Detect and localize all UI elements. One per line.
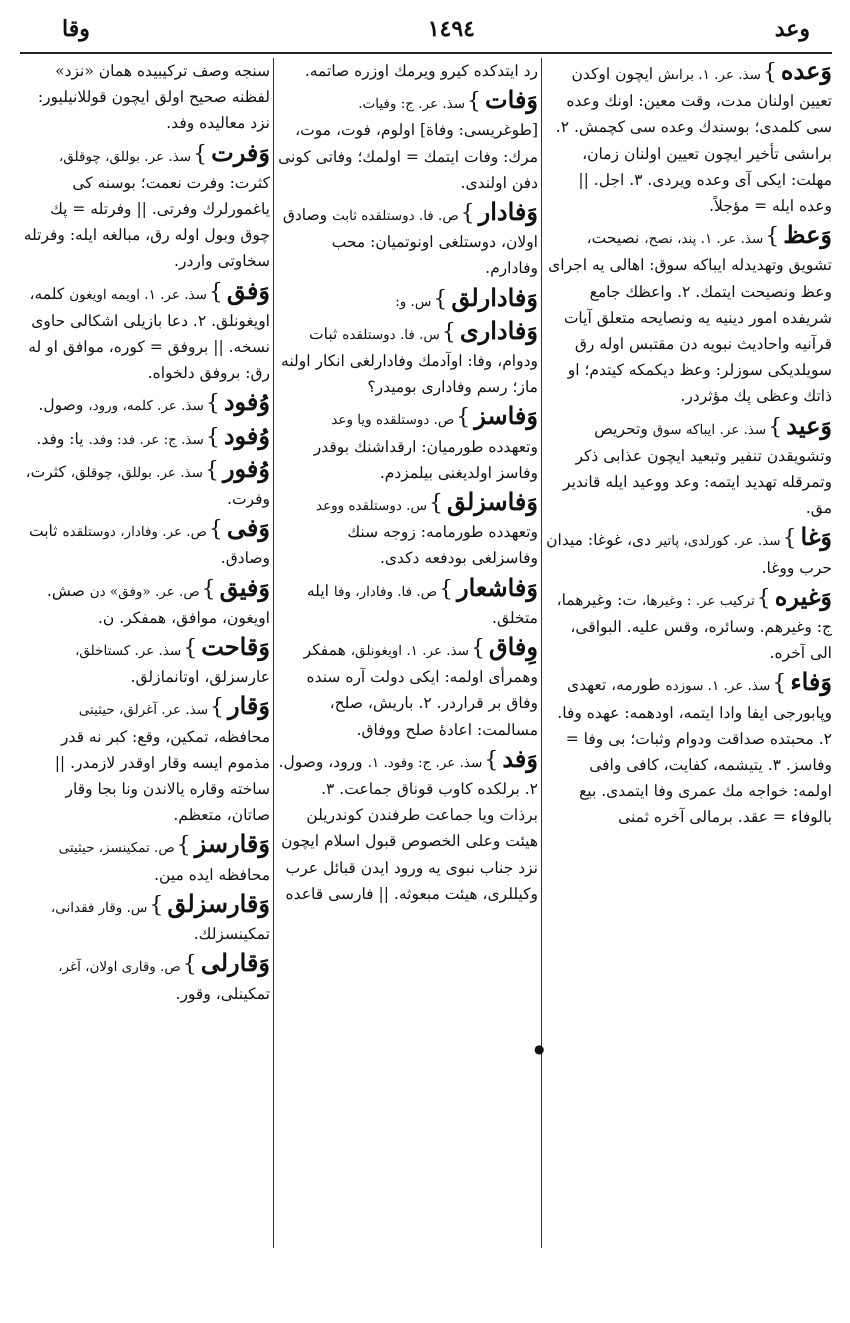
entry-headword: وَغا [800, 522, 832, 552]
entry-grammar: سذ. عر. ١. سوزده [665, 678, 771, 695]
header-rule [20, 52, 832, 54]
entry-headword: وَفاسز [474, 401, 538, 431]
entry-definition: محافظه ايده مين. [154, 865, 270, 884]
entry-grammar: سذ. عر. كلمه، ورود، [88, 398, 204, 415]
entry-headword: وَقارسز [194, 829, 270, 859]
entry-headword: وَفات [485, 85, 538, 115]
entry-definition: رد ايتدكده كيرو ويرمك اوزره صاتمه. [304, 62, 538, 80]
entry-headword: وُفود [223, 387, 270, 417]
entry-definition: [طوغريسى: وفاة] اولوم، فوت، موت، مرك: وفات ايتمك = اولمك؛ وفاتى كونى دفن اولندى. [278, 121, 538, 192]
entry-grammar: س. وقار فقدانى، [50, 899, 148, 916]
entry-grammar: تركيب عر. : وغيرها، [641, 592, 755, 609]
entry-headword: وَعظ [783, 220, 832, 250]
entry-headword: وَقار [228, 691, 270, 721]
dictionary-entry [20, 58, 270, 137]
entry-grammar: سذ. عر. ١. براىش [658, 67, 761, 83]
dictionary-entry [20, 634, 270, 690]
entry-grammar: سذ. عر. ١. اويغونلق، [350, 643, 469, 660]
entry-grammar: سذ. عر. آغرلق، حيثيتى [78, 702, 209, 719]
entry-definition: وتحريص وتشويقدن تنفير وتبعيد ايچون عذابى ذكر وتمرقله تهديد ايتمه: وعد ووعيد ايله قاندير مق. [563, 419, 832, 518]
header-left-guide-word: وقا [62, 16, 90, 42]
brace-mark: } [193, 141, 208, 167]
entry-grammar: سذ. عر. ايباكه سوق [652, 421, 767, 438]
brace-mark: } [205, 391, 220, 417]
entry-headword: وَقارسزلق [167, 888, 270, 918]
brace-mark: } [208, 517, 223, 543]
entry-definition: محافظه، تمكين، وقع: كبر نه قدر مذموم ايسه وقار اوقدر لازمدر. || ساخته وقاره يالاندن ونا بجا وقار صاتان، متعظم. [54, 727, 270, 825]
entry-grammar: ص. عر. «وفق» دن [89, 583, 200, 600]
entry-definition: وتعهدده طورمامه: زوجه سنك وفاسزلغى بودفعه دكدى. [347, 523, 538, 568]
entry-definition: وتعهدده طورميان: ارقداشنك بوقدر وفاسز اولديغنى بيلمزدم. [313, 437, 538, 482]
entry-grammar: ص. عر. وفادار، دوستلقده [62, 524, 207, 541]
entry-definition: سنجه وصف تركيبيده همان «نزد» لفظنه صحيح اولق ايچون قوللانيليور: نزد معاليده وفد. [37, 62, 270, 133]
brace-mark: } [428, 491, 443, 517]
entry-grammar: ص. تمكينسز، حيثيتى [58, 840, 175, 857]
entry-grammar: سذ. عر. بوللق، چوقلق، [70, 464, 203, 481]
entry-headword: وَعيد [786, 410, 832, 440]
entry-headword: وَفاشعار [457, 572, 538, 602]
entry-definition: ايله متخلق. [306, 581, 538, 627]
dictionary-entry [546, 58, 832, 219]
entry-grammar: س. و: [395, 293, 432, 310]
dictionary-entry [20, 137, 270, 275]
brace-mark: } [208, 279, 223, 305]
entry-headword: وَقاحت [201, 632, 270, 662]
dictionary-entry [20, 831, 270, 887]
entry-definition: وصادق اولان، دوستلغى اونوتميان: محب وفادارم. [282, 206, 538, 278]
entry-definition: نصيحت، تشويق وتهديدله ايباكه سوق: اهالى يه اجراى وعظ ونصيحت ايتمك. ٢. واعظك جامع شريفده امور دينيه يه ونصايحه متعلق آيات قرآنيه واحاديث نبويه دن مقتبس اوله رق سويلديكى سوزلر: وعظ ديكمكه كيتدم؛ او ذاتك وعظى پك مؤثردر. [548, 229, 832, 406]
dictionary-entry [20, 950, 270, 1006]
entry-headword: وَغيره [774, 581, 832, 611]
brace-mark: } [460, 201, 475, 227]
entry-headword: وَفيق [219, 572, 270, 602]
dictionary-entry [546, 669, 832, 830]
entry-headword: وِفاق [489, 632, 538, 662]
entry-grammar: ص. وقارى اولان، آغر، [58, 959, 181, 976]
entry-definition: تمكينسزلك. [193, 925, 270, 944]
brace-mark: } [484, 747, 499, 773]
entry-definition: دى، غوغا: ميدان حرب ووغا. [546, 531, 832, 577]
brace-mark: } [467, 89, 482, 115]
column-divider [273, 58, 274, 1248]
dictionary-entry [20, 515, 270, 571]
entry-grammar: ص. فا. وفادار، وفا [333, 583, 438, 600]
entry-grammar: ص. فا. دوستلقده ثابت [332, 208, 459, 225]
entry-headword: وَفق [226, 275, 270, 305]
entry-headword: وَقارلى [200, 948, 270, 978]
brace-mark: } [456, 405, 471, 431]
dictionary-entry [278, 403, 538, 486]
entry-headword: وُفود [223, 420, 270, 450]
dictionary-entry [20, 389, 270, 419]
entry-definition: كلمه، اويغونلق. ٢. دعا بازيلى اشكالى حاوى نسخه. || بروفق = كوره، موافق او له رق: بروفق دلخواه. [28, 284, 270, 383]
brace-mark: } [204, 457, 219, 483]
dictionary-entry [278, 743, 538, 907]
entry-headword: وَفاء [790, 667, 832, 697]
dictionary-entry [278, 572, 538, 631]
entry-headword: وَفد [502, 743, 538, 773]
entry-headword: وَفادارى [459, 315, 538, 345]
entry-grammar: سذ. عر. ج: وفيات. [358, 96, 466, 113]
entry-definition: ثبات ودوام، وفا: اوآدمك وفادارلغى انكار اولنه ماز؛ رسم وفادارى بوميدر؟ [281, 324, 538, 397]
dictionary-entry [278, 489, 538, 572]
brace-mark: } [768, 414, 783, 440]
dictionary-entry [546, 581, 832, 667]
dictionary-entry [278, 282, 538, 315]
entry-grammar: سذ. عر. ١. اويمه اويغون [69, 286, 207, 303]
brace-mark: } [441, 319, 456, 345]
brace-mark: } [756, 585, 771, 611]
entry-definition: همفكر وهمرأى اولمه: ايكى دولت آره سنده وفاق بر قراردر. ٢. باريش، صلح، مسالمت: اعادهٔ صلح ووفاق. [303, 641, 538, 739]
brace-mark: } [149, 892, 164, 918]
entry-grammar: سذ. ج: عر. فد: وفد. [88, 431, 204, 448]
entry-headword: وَعده [780, 56, 832, 85]
brace-mark: } [182, 952, 197, 978]
brace-mark: } [210, 695, 225, 721]
dictionary-entry [278, 87, 538, 196]
page-header [40, 16, 820, 50]
entry-grammar: سذ. عر. كورلدى، پاتير [655, 533, 781, 550]
dictionary-entry [546, 222, 832, 409]
entry-grammar: سذ. عر. ١. پند، نصح، [644, 231, 764, 248]
dictionary-entry [278, 634, 538, 743]
header-right-guide-word: وعد [774, 16, 810, 42]
brace-mark: } [762, 60, 777, 85]
entry-headword: وَفرت [211, 137, 270, 167]
entry-definition: صش. اويغون، موافق، همفكر. ن. [46, 581, 270, 627]
entry-grammar: ص. دوستلقده ويا وعد [331, 412, 455, 429]
entry-definition: ايچون اوكدن تعيين اولنان مدت، وقت معين: اونك وعده سى كلمدى؛ بوسندك وعده سى كچمش. ٢. براىشى تأخير ايچون تعيين اولنان زمان، مهلت: ايكى آى وعده ويردى. ٣. اجل. || وعده ايله = مؤجلاً. [555, 65, 832, 216]
entry-headword: وَفادارلق [451, 282, 538, 312]
entry-grammar: سذ. عر. بوللق، چوقلق، [58, 148, 192, 165]
brace-mark: } [471, 636, 485, 662]
brace-mark: } [772, 671, 787, 697]
column-right [546, 58, 832, 1253]
brace-mark: } [176, 833, 191, 859]
brace-mark: } [201, 576, 216, 602]
dictionary-entry [278, 58, 538, 84]
entry-definition: ورود، وصول. ٢. برلكده كاوب قوناق جماعت. ٣. برذات ويا جماعت طرفندن كوندريلن هيئت وعلى الخصوص قبول اسلام ايچون نزد جناب نبوى يه ورود ايدن قبائل عرب وكيللرى، هيئت مبعوثه. || فارسى قاعده [278, 752, 538, 903]
dictionary-entry [20, 453, 270, 512]
brace-mark: } [782, 526, 797, 552]
dictionary-entry [278, 199, 538, 282]
brace-mark: } [205, 424, 220, 450]
dictionary-entry [278, 315, 538, 401]
dictionary-entry [546, 524, 832, 580]
dictionary-entry [20, 888, 270, 947]
dictionary-entry [20, 420, 270, 453]
entry-headword: وَفى [226, 513, 270, 543]
entry-headword: وُفور [222, 453, 270, 483]
page-number: ١٤٩٤ [427, 16, 475, 42]
column-middle [278, 58, 538, 1253]
entry-definition: يا: وفد. [36, 429, 84, 448]
entry-headword: وَفادار [478, 197, 538, 227]
entry-grammar: سذ. عر. ج: وفود. ١. [367, 754, 483, 771]
entry-definition: كثرت، وفرت. [25, 462, 270, 509]
dictionary-entry [20, 572, 270, 631]
brace-mark: } [183, 636, 198, 662]
entry-definition: كثرت: وفرت نعمت؛ بوسنه كى ياغمورلرك وفرتى. || وفرتله = پك چوق وبول اوله رق، مبالغه ايله: وفرتله سخاوتى واردر. [23, 173, 270, 271]
dictionary-entry [20, 275, 270, 387]
dictionary-entry [546, 410, 832, 522]
margin-bullet: ● [534, 1042, 545, 1056]
column-divider [541, 58, 542, 1248]
dictionary-entry [20, 693, 270, 828]
entry-definition: ثابت وصادق. [29, 522, 270, 568]
column-left [20, 58, 270, 1253]
brace-mark: } [433, 286, 448, 312]
entry-definition: تمكينلى، وقور. [175, 984, 270, 1003]
entry-grammar: سذ. عر. كستاخلق، [75, 643, 182, 660]
entry-definition: وصول. [38, 396, 84, 415]
entry-definition: طورمه، تعهدى وپابورجى ايفا وادا ايتمه، اودهمه: عهده وفا. ٢. محبتده صداقت ودوام وثبات؛ بى وفا = وفاسز. ٣. يتيشمه، كفايت، كافى وافى اولمه: خواجه مك عمرى وفا ايتمدى. بيع بالوفاء = عقد. برمالى آخره ثمنى [557, 676, 832, 827]
entry-grammar: س. فا. دوستلقده [342, 326, 440, 343]
entry-grammar: س. دوستلقده ووعد [316, 498, 427, 515]
brace-mark: } [439, 576, 454, 602]
entry-definition: عارسزلق، اوتانمازلق. [130, 668, 270, 687]
entry-definition: ت: وغيرهما، ج: وغيرهم. وسائره، وقس عليه. البواقى، الى آخره. [556, 590, 832, 663]
brace-mark: } [765, 224, 780, 250]
entry-headword: وَفاسزلق [446, 487, 538, 517]
